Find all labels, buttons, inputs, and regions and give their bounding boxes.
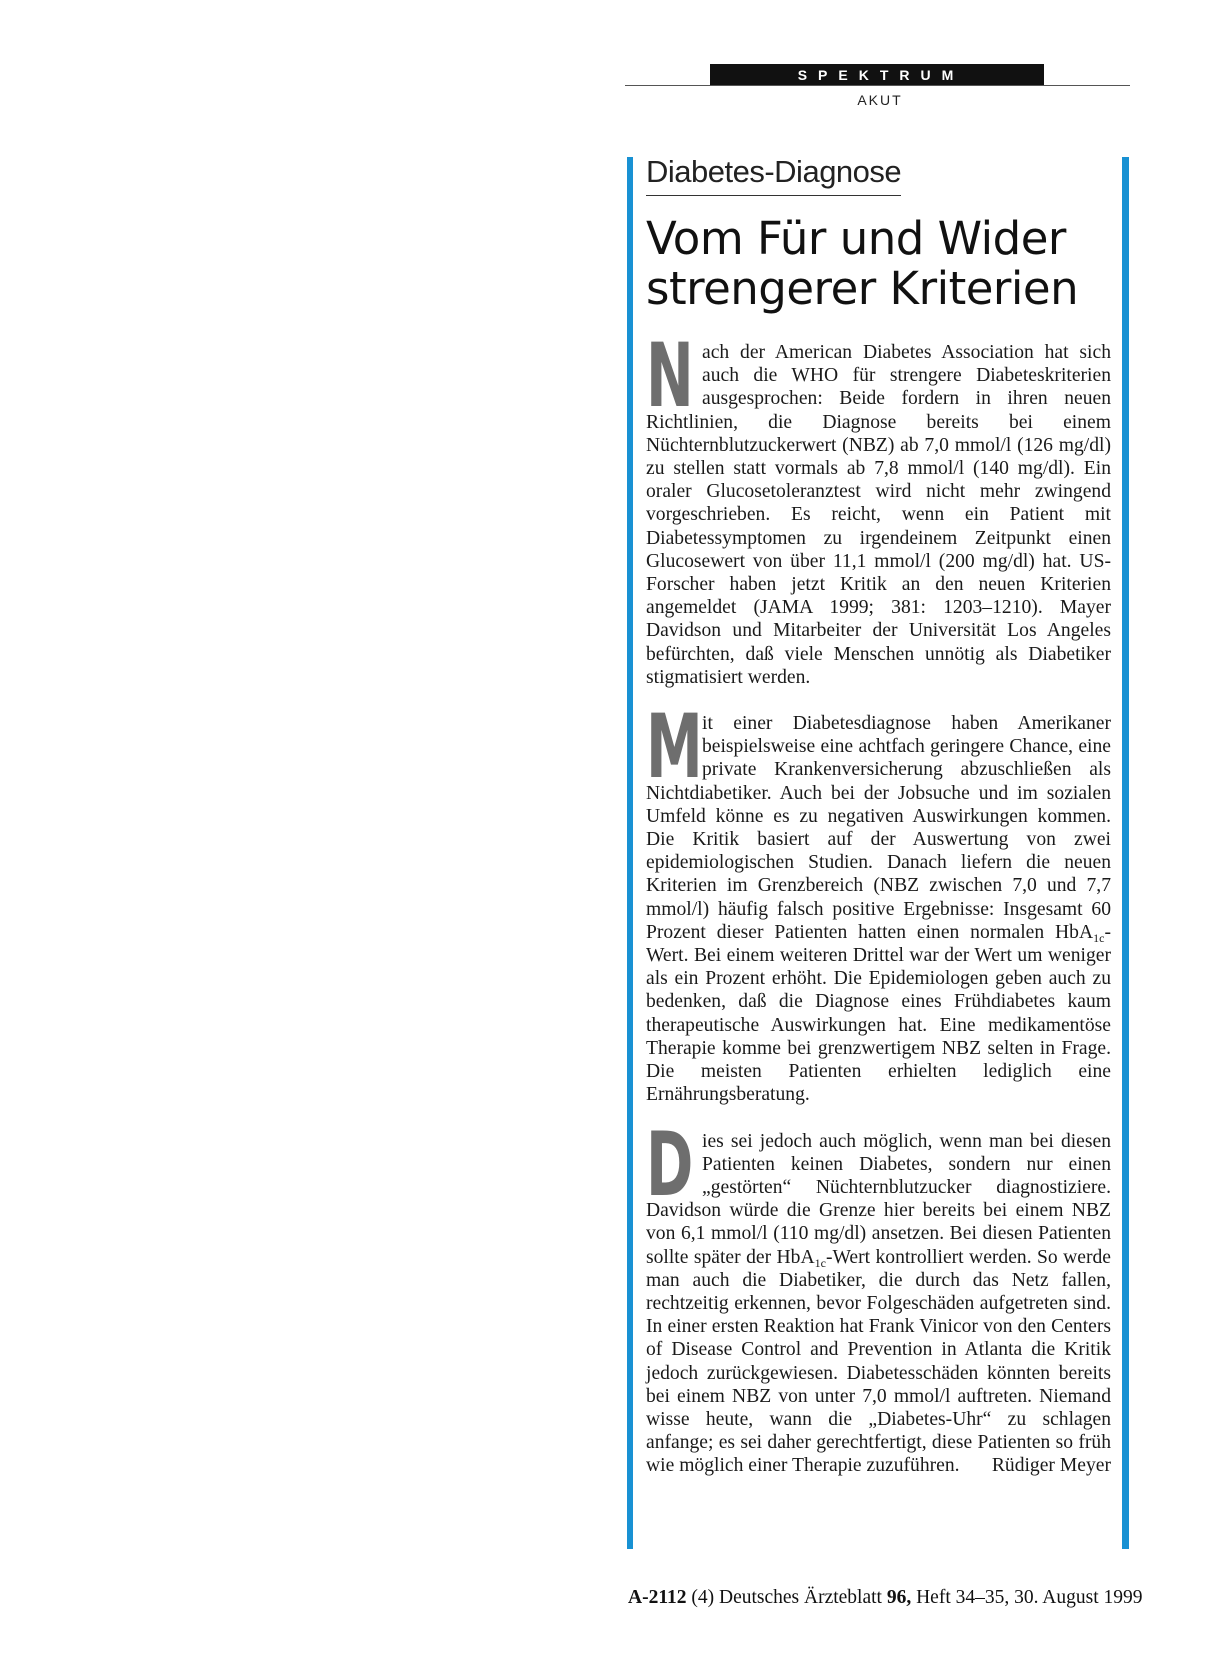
volume: 96,: [886, 1587, 912, 1608]
paragraph-2: [646, 695, 1111, 1106]
headline-line-1: Vom Für und Wider: [646, 212, 1066, 265]
dropcap-1: N: [646, 324, 694, 427]
issue-info: Heft 34–35, 30. August 1999: [916, 1587, 1143, 1608]
page-footer: [628, 1587, 1143, 1609]
paragraph-1-text: ach der American Diabetes Association hat sich auch die WHO für strengere Diabeteskriterien ausgesprochen: Beide fordern in ihren neuen Richtlinien, die Diagnose bereits bei einem Nüchternblutzuckerwert (NBZ) ab 7,0 mmol/l (126 mg/dl) zu stellen statt vormals ab 7,8 mmol/l (140 mg/dl). Ein oraler Glucosetoleranztest wird nicht mehr zwingend vorgeschrieben. Es reicht, wenn ein Patient mit Diabetessymptomen zu irgendeinem Zeitpunkt einen Glucosewert von über 11,1 mmol/l (200 mg/dl) hat. US-Forscher haben jetzt Kritik an den neuen Kriterien angemeldet (JAMA 1999; 381: 1203–1210). Mayer Davidson und Mitarbeiter der Universität Los Angeles befürchten, daß viele Menschen unnötig als Diabetiker stigmatisiert werden.: [646, 342, 1111, 688]
issue-part: (4) Deutsches Ärzteblatt: [691, 1587, 882, 1608]
headline-line-2: strengerer Kriterien: [646, 262, 1079, 315]
subscript-1c: 1c: [814, 1255, 826, 1270]
paragraph-2-text-a: it einer Diabetesdiagnose haben Amerikaner beispielsweise eine achtfach geringere Chance, eine private Krankenversicherung abzuschließen als Nichtdiabetiker. Auch bei der Jobsuche und im sozialen Umfeld könne es zu negativen Auswirkungen kommen. Die Kritik basiert auf der Auswertung von zwei epidemiologischen Studien. Danach liefern die neuen Kriterien im Grenzbereich (NBZ zwischen 7,0 und 7,7 mmol/l) häufig falsch positive Ergebnisse: Insgesamt 60 Prozent dieser Patienten hatten einen normalen HbA: [646, 713, 1111, 943]
dropcap-3: D: [646, 1112, 694, 1216]
right-accent-bar: [1122, 157, 1129, 1549]
header-rule: [625, 85, 1130, 86]
subscript-1c: 1c: [1093, 930, 1105, 945]
article-kicker: Diabetes-Diagnose: [646, 154, 901, 196]
section-label: SPEKTRUM: [710, 64, 1044, 86]
dropcap-2: M: [646, 695, 703, 799]
paragraph-3-text-a: ies sei jedoch auch möglich, wenn man bei diesen Patienten keinen Diabetes, sondern nur einen „gestörten“ Nüchternblutzucker diagnostiziere. Davidson würde die Grenze hier bereits bei einem NBZ von 6,1 mmol/l (110 mg/dl) ansetzen. Bei diesen Patienten sollte später der HbA: [646, 1130, 1111, 1268]
author-signature: Rüdiger Meyer: [991, 1455, 1111, 1477]
paragraph-1: [646, 324, 1111, 689]
page-code: A-2112: [628, 1587, 687, 1608]
left-accent-bar: [627, 157, 633, 1549]
paragraph-3: [646, 1112, 1111, 1478]
subsection-label: AKUT: [857, 92, 903, 108]
article-headline: [646, 214, 1116, 314]
paragraph-3-text-b: -Wert kontrolliert werden. So werde man auch die Diabetiker, die durch das Netz fallen, rechtzeitig erkennen, bevor Folgeschäden aufgetreten sind. In einer ersten Reaktion hat Frank Vinicor von den Centers of Disease Control and Prevention in Atlanta die Kritik jedoch zurückgewiesen. Diabetesschäden könnten bereits bei einem NBZ von unter 7,0 mmol/l auftreten. Niemand wisse heute, wann die „Diabetes-Uhr“ zu schlagen anfange; es sei daher gerechtfertigt, diese Patienten so früh wie möglich einer Therapie zuzuführen.: [646, 1246, 1111, 1477]
article-body: [646, 324, 1111, 1501]
paragraph-2-text-b: -Wert. Bei einem weiteren Drittel war der Wert um weniger als ein Prozent erhöht. Die Epidemiologen geben auch zu bedenken, daß die Diagnose eines Frühdiabetes kaum therapeutische Auswirkungen hat. Eine medikamentöse Therapie komme bei grenzwertigem NBZ selten in Frage. Die meisten Patienten erhielten lediglich eine Ernährungsberatung.: [646, 921, 1111, 1106]
